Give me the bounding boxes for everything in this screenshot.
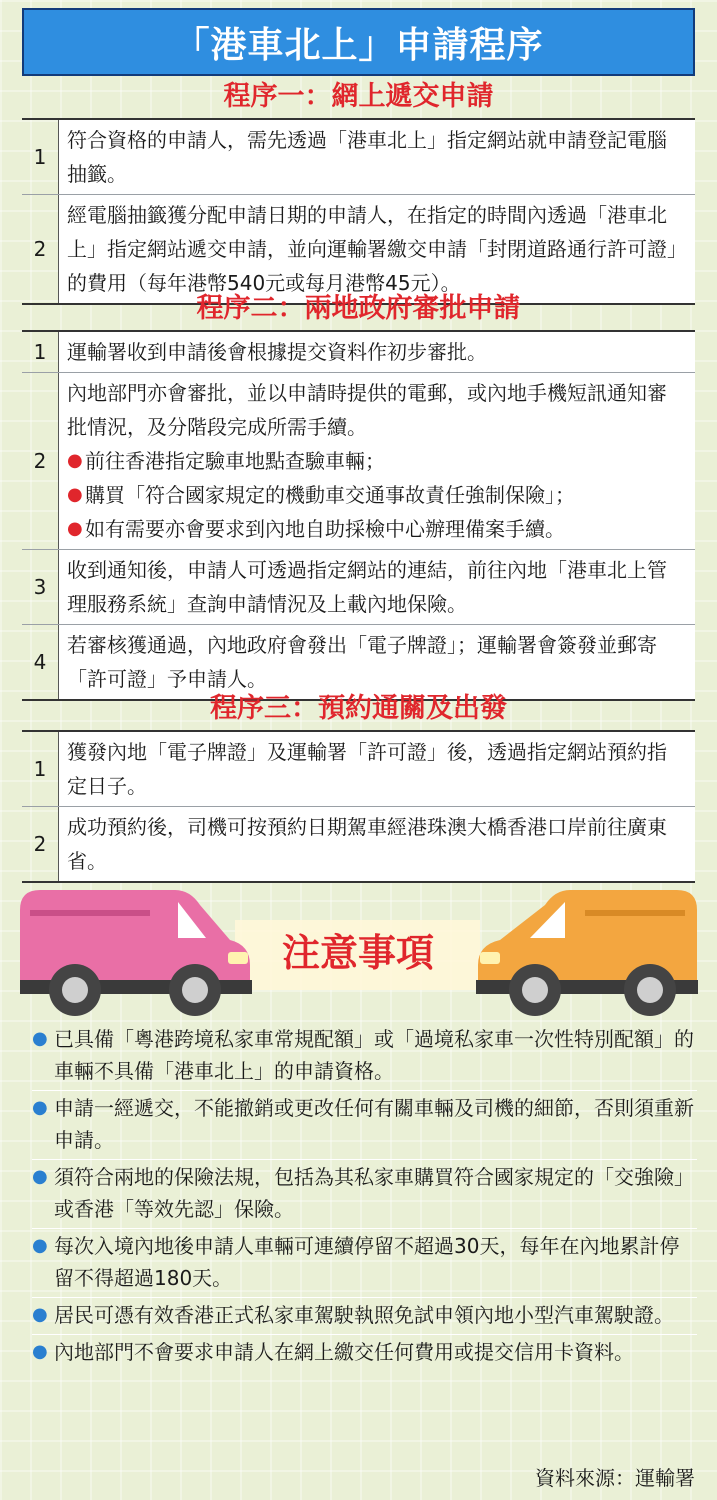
list-item [32, 1298, 697, 1335]
steps-table-1 [22, 118, 695, 305]
step-number: 1 [22, 332, 59, 372]
bullet-icon: ● [67, 518, 83, 539]
step-number: 2 [22, 807, 59, 881]
steps-table-3 [22, 730, 695, 883]
steps-table-2 [22, 330, 695, 701]
list-item [67, 444, 685, 478]
step-row [22, 194, 695, 303]
step-number: 3 [22, 550, 59, 624]
bullet-icon: ● [32, 1235, 48, 1256]
step-row [22, 624, 695, 699]
step-text: 經電腦抽籤獲分配申請日期的申請人，在指定的時間內透過「港車北上」指定網站遞交申請，並向運輸署繳交申請「封閉道路通行許可證」的費用（每年港幣540元或每月港幣45元）。 [59, 195, 695, 303]
notes-list [32, 1022, 697, 1371]
orange-van-icon [476, 890, 698, 1016]
pink-van-icon [20, 890, 252, 1016]
list-item [32, 1160, 697, 1229]
notice-banner [0, 880, 717, 1020]
source-credit: 資料來源：運輸署 [535, 1466, 695, 1490]
step-text: 運輸署收到申請後會根據提交資料作初步審批。 [59, 332, 695, 372]
list-item [32, 1335, 697, 1371]
bullet-icon: ● [32, 1341, 48, 1362]
note-text: 每次入境內地後申請人車輛可連續停留不超過30天，每年在內地累計停留不得超過180天。 [54, 1234, 680, 1290]
note-text: 內地部門不會要求申請人在網上繳交任何費用或提交信用卡資料。 [54, 1340, 634, 1364]
step-number: 2 [22, 195, 59, 303]
bullet-text: 前往香港指定驗車地點查驗車輛； [85, 449, 385, 473]
page-title: 「港車北上」申請程序 [22, 8, 695, 76]
step-text: 獲發內地「電子牌證」及運輸署「許可證」後，透過指定網站預約指定日子。 [59, 732, 695, 806]
bullet-text: 購買「符合國家規定的機動車交通事故責任強制保險」； [85, 483, 575, 507]
step-row [22, 549, 695, 624]
step-number: 1 [22, 120, 59, 194]
list-item [32, 1022, 697, 1091]
bullet-icon: ● [32, 1166, 48, 1187]
step-text: 內地部門亦會審批，並以申請時提供的電郵，或內地手機短訊通知審批情況，及分階段完成所需手續。 [67, 381, 667, 439]
step-text: 若審核獲通過，內地政府會發出「電子牌證」；運輸署會簽發並郵寄「許可證」予申請人。 [59, 625, 695, 699]
list-item [67, 512, 685, 546]
list-item [67, 478, 685, 512]
step-number: 4 [22, 625, 59, 699]
step-row [22, 730, 695, 806]
step-row [22, 330, 695, 372]
step-row [22, 118, 695, 194]
note-text: 申請一經遞交，不能撤銷或更改任何有關車輛及司機的細節，否則須重新申請。 [54, 1096, 694, 1152]
section-heading-2: 程序二：兩地政府審批申請 [196, 293, 521, 324]
bullet-icon: ● [67, 450, 83, 471]
step-text: 收到通知後，申請人可透過指定網站的連結，前往內地「港車北上管理服務系統」查詢申請情況及上載內地保險。 [59, 550, 695, 624]
bullet-icon: ● [32, 1097, 48, 1118]
step-number: 2 [22, 373, 59, 549]
step-text: 成功預約後，司機可按預約日期駕車經港珠澳大橋香港口岸前往廣東省。 [59, 807, 695, 881]
notice-title: 注意事項 [281, 931, 434, 975]
bullet-icon: ● [32, 1304, 48, 1325]
bullet-text: 如有需要亦會要求到內地自助採檢中心辦理備案手續。 [85, 517, 565, 541]
step-row [22, 372, 695, 549]
note-text: 須符合兩地的保險法規，包括為其私家車購買符合國家規定的「交強險」或香港「等效先認」保險。 [54, 1165, 694, 1221]
bullet-icon: ● [67, 484, 83, 505]
bullet-icon: ● [32, 1028, 48, 1049]
list-item [32, 1091, 697, 1160]
step-text: 符合資格的申請人，需先透過「港車北上」指定網站就申請登記電腦抽籤。 [59, 120, 695, 194]
step-row [22, 806, 695, 881]
section-heading-1: 程序一：網上遞交申請 [223, 81, 494, 112]
step-body [59, 373, 695, 549]
section-heading-3: 程序三：預約通關及出發 [210, 693, 507, 724]
list-item [32, 1229, 697, 1298]
step-number: 1 [22, 732, 59, 806]
note-text: 已具備「粵港跨境私家車常規配額」或「過境私家車一次性特別配額」的車輛不具備「港車北上」的申請資格。 [54, 1027, 694, 1083]
note-text: 居民可憑有效香港正式私家車駕駛執照免試申領內地小型汽車駕駛證。 [54, 1303, 674, 1327]
